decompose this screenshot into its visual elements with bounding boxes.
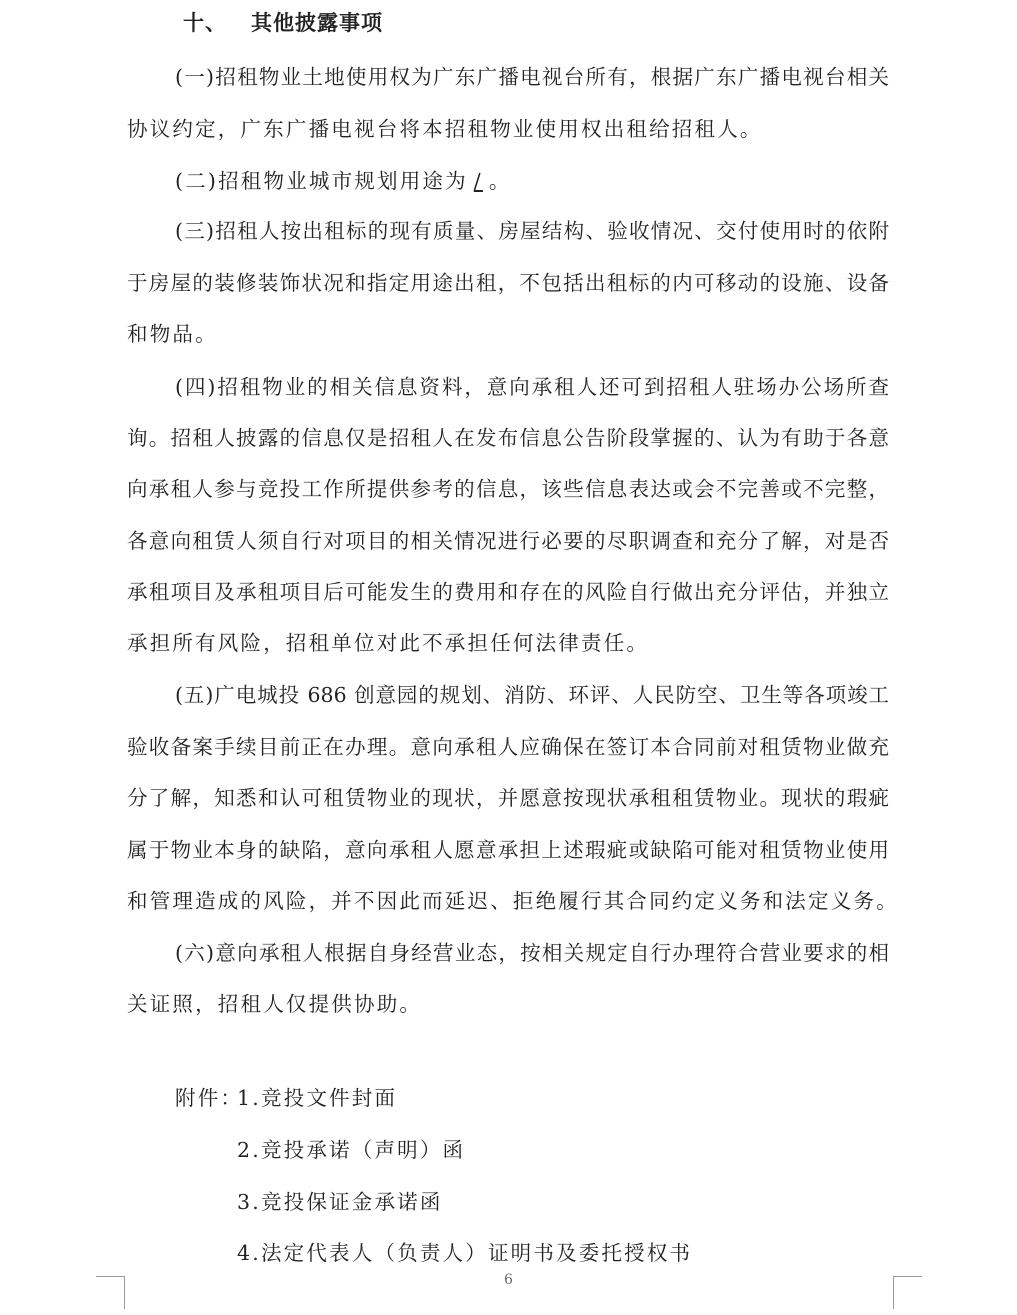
planning-use-blank: / <box>473 169 483 193</box>
paragraph-4-line-1: (四)招租物业的相关信息资料，意向承租人还可到招租人驻场办公场所查 <box>175 375 889 399</box>
attachment-item-1: 1.竞投文件封面 <box>237 1086 398 1110</box>
section-heading <box>183 8 383 38</box>
paragraph-5-line-2: 验收备案手续目前正在办理。意向承租人应确保在签订本合同前对租赁物业做充 <box>127 735 889 759</box>
paragraph-6-line-1: (六)意向承租人根据自身经营业态，按相关规定自行办理符合营业要求的相 <box>175 941 889 965</box>
paragraph-5-line-1: (五)广电城投 686 创意园的规划、消防、环评、人民防空、卫生等各项竣工 <box>175 683 889 707</box>
attachment-item-3: 3.竞投保证金承诺函 <box>237 1190 443 1214</box>
page-number: 6 <box>504 1272 513 1288</box>
paragraph-5-line-3: 分了解，知悉和认可租赁物业的现状，并愿意按现状承租租赁物业。现状的瑕疵 <box>127 786 889 810</box>
paragraph-2-prefix: (二)招租物业城市规划用途为 <box>175 169 468 193</box>
page-corner-mark-right <box>893 1276 922 1309</box>
attachment-item-2: 2.竞投承诺（声明）函 <box>237 1138 466 1162</box>
paragraph-5-line-5: 和管理造成的风险，并不因此而延迟、拒绝履行其合同约定义务和法定义务。 <box>127 889 899 913</box>
paragraph-5-line-4: 属于物业本身的缺陷，意向承租人愿意承担上述瑕疵或缺陷可能对租赁物业使用 <box>127 838 889 862</box>
paragraph-4-line-5: 承租项目及承租项目后可能发生的费用和存在的风险自行做出充分评估，并独立 <box>127 580 889 604</box>
paragraph-3-line-1: (三)招租人按出租标的现有质量、房屋结构、验收情况、交付使用时的依附 <box>175 219 889 243</box>
paragraph-6-line-2: 关证照，招租人仅提供协助。 <box>127 992 423 1016</box>
paragraph-2-suffix: 。 <box>488 169 512 193</box>
paragraph-3-line-2: 于房屋的装修装饰状况和指定用途出租，不包括出租标的内可移动的设施、设备 <box>127 271 889 295</box>
section-title: 其他披露事项 <box>251 11 383 35</box>
paragraph-1-line-1: (一)招租物业土地使用权为广东广播电视台所有，根据广东广播电视台相关 <box>175 65 889 89</box>
paragraph-4-line-4: 各意向租赁人须自行对项目的相关情况进行必要的尽职调查和充分了解，对是否 <box>127 529 889 553</box>
section-number: 十、 <box>183 11 227 35</box>
paragraph-4-line-2: 询。招租人披露的信息仅是招租人在发布信息公告阶段掌握的、认为有助于各意 <box>127 426 889 450</box>
paragraph-4-line-6: 承担所有风险，招租单位对此不承担任何法律责任。 <box>127 631 650 655</box>
attachments-label: 附件： <box>175 1086 244 1110</box>
paragraph-1-line-2: 协议约定，广东广播电视台将本招租物业使用权出租给招租人。 <box>127 117 763 141</box>
paragraph-2 <box>175 166 512 196</box>
paragraph-3-line-3: 和物品。 <box>127 322 218 346</box>
paragraph-4-line-3: 向承租人参与竞投工作所提供参考的信息，该些信息表达或会不完善或不完整， <box>127 477 889 501</box>
attachment-item-4: 4.法定代表人（负责人）证明书及委托授权书 <box>237 1241 693 1265</box>
